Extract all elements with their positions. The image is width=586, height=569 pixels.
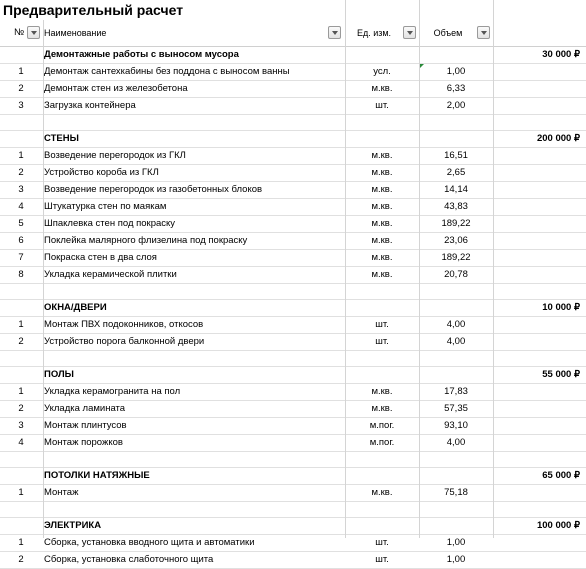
- section-title: СТЕНЫ: [44, 133, 79, 144]
- grid-line: [419, 0, 420, 538]
- row-number: 3: [18, 184, 24, 195]
- row-number: 1: [18, 319, 24, 330]
- table-row: [0, 182, 586, 199]
- row-unit: усл.: [373, 66, 391, 77]
- header-num: №: [14, 27, 25, 38]
- row-name: Укладка керамической плитки: [44, 269, 177, 280]
- row-name: Сборка, установка слаботочного щита: [44, 554, 214, 565]
- row-number: 3: [18, 100, 24, 111]
- row-unit: м.кв.: [371, 150, 393, 161]
- section-title: ПОТОЛКИ НАТЯЖНЫЕ: [44, 470, 150, 481]
- sheet-title: Предварительный расчет: [3, 2, 184, 18]
- table-row: [0, 233, 586, 250]
- row-quantity: 20,78: [444, 269, 468, 280]
- section-total: 10 000 ₽: [542, 302, 580, 313]
- row-quantity: 17,83: [444, 386, 468, 397]
- spacer-row: [0, 452, 586, 468]
- table-row: [0, 334, 586, 351]
- row-number: 2: [18, 167, 24, 178]
- spacer-row: [0, 115, 586, 131]
- table-row: [0, 435, 586, 452]
- row-quantity: 2,00: [446, 100, 466, 111]
- row-name: Укладка керамогранита на пол: [44, 386, 181, 397]
- header-name: Наименование: [44, 28, 107, 38]
- row-name: Монтаж ПВХ подоконников, откосов: [44, 319, 204, 330]
- row-quantity: 75,18: [444, 487, 468, 498]
- grid-line: [43, 20, 44, 538]
- table-row: [0, 165, 586, 182]
- row-number: 2: [18, 403, 24, 414]
- row-quantity: 4,00: [446, 319, 466, 330]
- row-name: Монтаж порожков: [44, 437, 123, 448]
- table-row: [0, 250, 586, 267]
- name-filter-button[interactable]: [328, 26, 341, 39]
- row-quantity: 1,00: [446, 66, 466, 77]
- row-quantity: 43,83: [444, 201, 468, 212]
- row-name: Демонтаж стен из железобетона: [44, 83, 188, 94]
- section-total: 65 000 ₽: [542, 470, 580, 481]
- section-title: ЭЛЕКТРИКА: [44, 520, 102, 531]
- row-number: 8: [18, 269, 24, 280]
- row-quantity: 1,00: [446, 554, 466, 565]
- row-name: Загрузка контейнера: [44, 100, 136, 111]
- row-name: Возведение перегородок из газобетонных блоков: [44, 184, 263, 195]
- row-number: 1: [18, 386, 24, 397]
- section-row: [0, 47, 586, 64]
- row-name: Сборка, установка вводного щита и автоматики: [44, 537, 255, 548]
- row-number: 6: [18, 235, 24, 246]
- table-row: [0, 552, 586, 569]
- qty-filter-button[interactable]: [477, 26, 490, 39]
- row-unit: м.кв.: [371, 201, 393, 212]
- table-row: [0, 317, 586, 334]
- grid-line: [493, 0, 494, 538]
- row-unit: м.кв.: [371, 184, 393, 195]
- row-number: 2: [18, 554, 24, 565]
- row-quantity: 1,00: [446, 537, 466, 548]
- section-row: [0, 468, 586, 485]
- row-unit: шт.: [375, 336, 389, 347]
- section-total: 30 000 ₽: [542, 49, 580, 60]
- row-number: 1: [18, 537, 24, 548]
- row-unit: шт.: [375, 319, 389, 330]
- row-quantity: 2,65: [446, 167, 466, 178]
- section-total: 100 000 ₽: [536, 520, 580, 531]
- row-unit: м.кв.: [371, 235, 393, 246]
- row-unit: м.кв.: [371, 83, 393, 94]
- section-row: [0, 131, 586, 148]
- header-qty: Объем: [433, 28, 463, 38]
- row-name: Монтаж: [44, 487, 79, 498]
- row-name: Возведение перегородок из ГКЛ: [44, 150, 186, 161]
- row-name: Штукатурка стен по маякам: [44, 201, 167, 212]
- row-unit: м.кв.: [371, 167, 393, 178]
- row-number: 4: [18, 437, 24, 448]
- row-number: 3: [18, 420, 24, 431]
- grid-line: [345, 0, 346, 538]
- spacer-row: [0, 284, 586, 300]
- row-number: 2: [18, 336, 24, 347]
- table-row: [0, 384, 586, 401]
- row-number: 1: [18, 150, 24, 161]
- row-unit: м.кв.: [371, 269, 393, 280]
- row-unit: м.кв.: [371, 218, 393, 229]
- table-row: [0, 485, 586, 502]
- table-header-row: [0, 20, 586, 47]
- row-number: 1: [18, 487, 24, 498]
- table-row: [0, 148, 586, 165]
- row-name: Демонтаж сантехкабины без поддона с выносом ванны: [44, 66, 290, 77]
- table-row: [0, 64, 586, 81]
- row-quantity: 93,10: [444, 420, 468, 431]
- row-quantity: 4,00: [446, 336, 466, 347]
- row-number: 7: [18, 252, 24, 263]
- row-quantity: 57,35: [444, 403, 468, 414]
- row-unit: шт.: [375, 100, 389, 111]
- header-unit: Ед. изм.: [356, 28, 392, 38]
- row-unit: м.кв.: [371, 386, 393, 397]
- row-name: Устройство порога балконной двери: [44, 336, 205, 347]
- table-row: [0, 418, 586, 435]
- row-name: Укладка ламината: [44, 403, 126, 414]
- section-row: [0, 367, 586, 384]
- row-unit: шт.: [375, 554, 389, 565]
- row-unit: м.пог.: [369, 420, 395, 431]
- section-total: 200 000 ₽: [536, 133, 580, 144]
- num-filter-button[interactable]: [27, 26, 40, 39]
- section-total: 55 000 ₽: [542, 369, 580, 380]
- row-quantity: 4,00: [446, 437, 466, 448]
- row-unit: шт.: [375, 537, 389, 548]
- row-name: Устройство короба из ГКЛ: [44, 167, 159, 178]
- table-row: [0, 401, 586, 418]
- table-row: [0, 216, 586, 233]
- row-number: 1: [18, 66, 24, 77]
- spacer-row: [0, 502, 586, 518]
- spacer-row: [0, 351, 586, 367]
- row-quantity: 14,14: [444, 184, 468, 195]
- section-title: ПОЛЫ: [44, 369, 74, 380]
- section-title: ОКНА/ДВЕРИ: [44, 302, 107, 313]
- row-quantity: 189,22: [441, 252, 471, 263]
- row-name: Шпаклевка стен под покраску: [44, 218, 176, 229]
- table-row: [0, 81, 586, 98]
- row-unit: м.кв.: [371, 403, 393, 414]
- row-name: Монтаж плинтусов: [44, 420, 127, 431]
- table-row: [0, 199, 586, 216]
- row-number: 2: [18, 83, 24, 94]
- row-unit: м.кв.: [371, 487, 393, 498]
- row-quantity: 16,51: [444, 150, 468, 161]
- row-quantity: 6,33: [446, 83, 466, 94]
- section-row: [0, 518, 586, 535]
- row-quantity: 23,06: [444, 235, 468, 246]
- table-row: [0, 98, 586, 115]
- row-unit: м.пог.: [369, 437, 395, 448]
- section-title: Демонтажные работы с выносом мусора: [44, 49, 239, 60]
- table-row: [0, 267, 586, 284]
- row-name: Поклейка малярного флизелина под покраску: [44, 235, 248, 246]
- unit-filter-button[interactable]: [403, 26, 416, 39]
- row-unit: м.кв.: [371, 252, 393, 263]
- section-row: [0, 300, 586, 317]
- row-name: Покраска стен в два слоя: [44, 252, 157, 263]
- row-quantity: 189,22: [441, 218, 471, 229]
- row-number: 5: [18, 218, 24, 229]
- row-number: 4: [18, 201, 24, 212]
- estimate-table: [0, 20, 586, 569]
